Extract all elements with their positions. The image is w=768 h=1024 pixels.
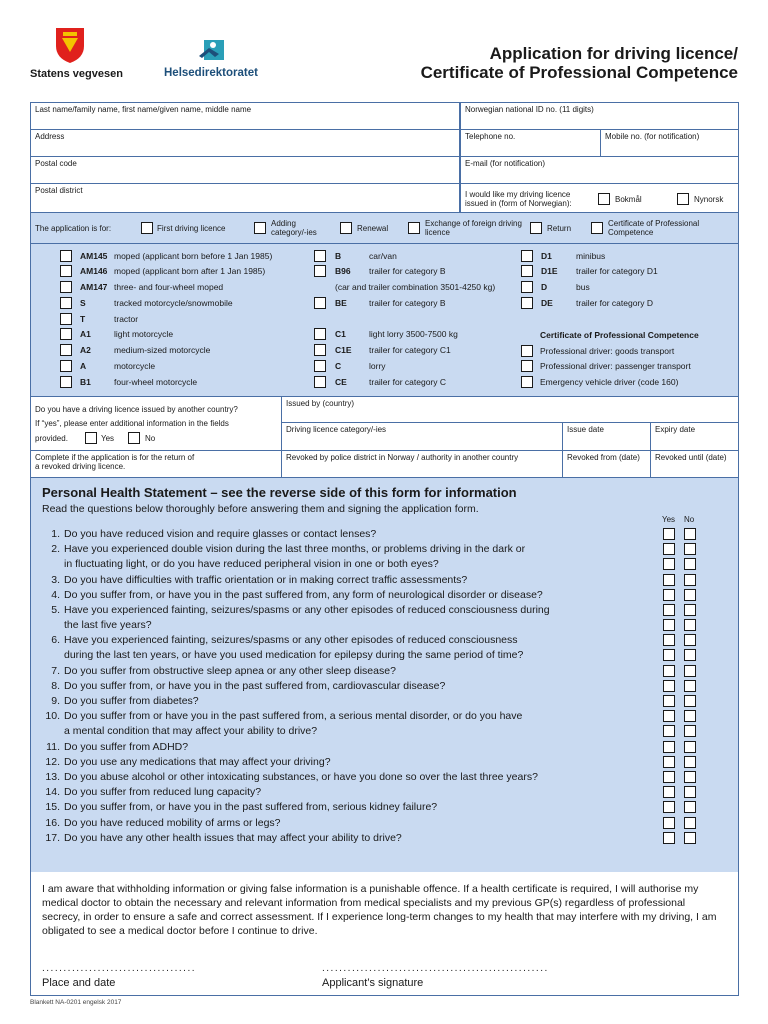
category-desc: bus — [576, 282, 590, 292]
question-number: 5. — [51, 604, 60, 616]
issue-date-label: Issue date — [567, 425, 604, 434]
exchange-label: Exchange of foreign driving licence — [425, 219, 522, 237]
health-question — [46, 740, 644, 755]
question-text: Have you experienced fainting, seizures/spasms or any other episodes of reduced consciousness during — [64, 604, 550, 616]
bokmal-label: Bokmål — [615, 195, 642, 204]
title-line-2: Certificate of Professional Competence — [420, 63, 738, 82]
health-question — [51, 694, 644, 709]
health-question — [45, 800, 644, 815]
question-no-checkbox[interactable] — [684, 786, 696, 798]
question-no-checkbox[interactable] — [684, 817, 696, 829]
category-code: S — [80, 298, 86, 308]
nynorsk-checkbox[interactable] — [677, 193, 689, 205]
question-number: 2. — [51, 543, 60, 555]
first-licence-checkbox[interactable] — [141, 222, 153, 234]
question-number: 3. — [51, 574, 60, 586]
question-number: 17. — [45, 832, 60, 844]
foreign-provided: provided. — [35, 434, 68, 443]
question-yes-checkbox[interactable] — [663, 528, 675, 540]
question-yes-checkbox[interactable] — [663, 543, 675, 555]
category-c1e-checkbox[interactable] — [314, 344, 326, 356]
question-yes-checkbox[interactable] — [663, 665, 675, 677]
no-column-header: No — [684, 515, 695, 524]
revoked-from-field[interactable] — [562, 450, 651, 478]
form-footer: Blankett NA-0201 engelsk 2017 — [30, 999, 122, 1006]
health-question — [51, 664, 644, 679]
cpc-title: Certificate of Professional Competence — [540, 330, 699, 340]
foreign-no-checkbox[interactable] — [128, 432, 140, 444]
question-text: Do you suffer from, or have you in the past suffered from, cardiovascular disease? — [64, 680, 446, 692]
category-code: AM146 — [80, 266, 108, 276]
cpc-option-checkbox[interactable] — [521, 376, 533, 388]
category-c-checkbox[interactable] — [314, 360, 326, 372]
question-yes-checkbox[interactable] — [663, 725, 675, 737]
health-title: Personal Health Statement – see the reverse side of this form for information — [42, 485, 517, 500]
foreign-question: Do you have a driving licence issued by another country? — [35, 405, 238, 414]
question-yes-checkbox[interactable] — [663, 710, 675, 722]
question-text: Do you have difficulties with traffic orientation or in making correct traffic assessments? — [64, 574, 468, 586]
category-desc: medium-sized motorcycle — [114, 345, 211, 355]
issue-date-field[interactable] — [562, 422, 651, 451]
question-yes-checkbox[interactable] — [663, 695, 675, 707]
health-question — [45, 755, 644, 770]
question-yes-checkbox[interactable] — [663, 771, 675, 783]
category-code: B — [335, 251, 342, 261]
question-no-checkbox[interactable] — [684, 528, 696, 540]
yes-column-header: Yes — [662, 515, 676, 524]
category-c1-checkbox[interactable] — [314, 328, 326, 340]
category-t-checkbox[interactable] — [60, 313, 72, 325]
issued-by-label: Issued by (country) — [286, 399, 355, 408]
question-no-checkbox[interactable] — [684, 801, 696, 813]
question-text: Have you experienced fainting, seizures/spasms or any other episodes of reduced consciousness — [64, 634, 518, 646]
health-question — [45, 816, 644, 831]
title-line-1: Application for driving licence/ — [489, 44, 738, 63]
revoked-note-box — [30, 450, 282, 478]
licence-category-label: Driving licence category/-ies — [286, 425, 387, 434]
category-de-checkbox[interactable] — [521, 297, 533, 309]
question-no-checkbox[interactable] — [684, 695, 696, 707]
category-desc: moped (applicant born before 1 Jan 1985) — [114, 251, 273, 261]
foreign-note: If “yes”, please enter additional information in the fields — [35, 419, 229, 428]
category-desc: trailer for category D — [576, 298, 653, 308]
cpc-option-label: Emergency vehicle driver (code 160) — [540, 377, 679, 387]
question-text-cont: a mental condition that may affect your ability to drive? — [64, 725, 318, 737]
question-number: 9. — [51, 695, 60, 707]
expiry-date-field[interactable] — [650, 422, 739, 451]
question-no-checkbox[interactable] — [684, 832, 696, 844]
question-no-checkbox[interactable] — [684, 710, 696, 722]
category-code: BE — [335, 298, 347, 308]
category-code: C1 — [335, 329, 346, 339]
health-question — [45, 709, 644, 739]
category-code: A2 — [80, 345, 91, 355]
licence-form-label: I would like my driving licence issued in (form of Norwegian): — [465, 190, 572, 208]
application-type-row — [30, 212, 739, 244]
cpc-option-checkbox[interactable] — [521, 360, 533, 372]
question-number: 10. — [45, 710, 60, 722]
question-no-checkbox[interactable] — [684, 619, 696, 631]
revoked-until-label: Revoked until (date) — [655, 453, 727, 462]
category-code: T — [80, 314, 86, 324]
telephone-label: Telephone no. — [465, 132, 516, 141]
org-name-vegvesen: Statens vegvesen — [30, 68, 123, 80]
health-question — [51, 527, 644, 542]
category-code: A1 — [80, 329, 91, 339]
question-text: Do you suffer from diabetes? — [64, 695, 199, 707]
category-b1-checkbox[interactable] — [60, 376, 72, 388]
cpc-option-label: Professional driver: goods transport — [540, 346, 675, 356]
category-s-checkbox[interactable] — [60, 297, 72, 309]
revoked-by-field[interactable] — [281, 450, 563, 478]
health-question — [51, 542, 644, 572]
statens-vegvesen-logo — [50, 26, 90, 64]
question-text: Do you suffer from obstructive sleep apnea or any other sleep disease? — [64, 665, 396, 677]
category-d-checkbox[interactable] — [521, 281, 533, 293]
postal-code-field[interactable] — [30, 156, 460, 184]
question-no-checkbox[interactable] — [684, 725, 696, 737]
place-date-line[interactable]: .................................... — [42, 963, 197, 974]
renewal-label: Renewal — [357, 224, 389, 233]
question-number: 16. — [45, 817, 60, 829]
category-desc: trailer for category B — [369, 298, 446, 308]
category-desc: car/van — [369, 251, 397, 261]
question-number: 12. — [45, 756, 60, 768]
question-number: 4. — [51, 589, 60, 601]
postal-district-label: Postal district — [35, 186, 83, 195]
question-text: Do you use any medications that may affect your driving? — [64, 756, 331, 768]
category-code: D1 — [541, 251, 552, 261]
question-yes-checkbox[interactable] — [663, 756, 675, 768]
question-text: Do you have reduced mobility of arms or legs? — [64, 817, 281, 829]
question-no-checkbox[interactable] — [684, 680, 696, 692]
category-code: D — [541, 282, 548, 292]
question-yes-checkbox[interactable] — [663, 741, 675, 753]
question-yes-checkbox[interactable] — [663, 649, 675, 661]
category-desc: tractor — [114, 314, 139, 324]
category-d1e-checkbox[interactable] — [521, 265, 533, 277]
foreign-no-label: No — [145, 434, 156, 443]
nynorsk-label: Nynorsk — [694, 195, 724, 204]
foreign-question-box — [30, 396, 282, 451]
category-code: AM145 — [80, 251, 108, 261]
postal-district-field[interactable] — [30, 183, 460, 213]
category-be-checkbox[interactable] — [314, 297, 326, 309]
health-question — [51, 588, 644, 603]
signature-label: Applicant’s signature — [322, 977, 424, 989]
question-number: 11. — [46, 741, 60, 753]
category-desc: four-wheel motorcycle — [114, 377, 198, 387]
email-field[interactable] — [460, 156, 739, 184]
question-yes-checkbox[interactable] — [663, 574, 675, 586]
helsedirektoratet-logo — [196, 38, 226, 62]
question-text: Do you have reduced vision and require glasses or contact lenses? — [64, 528, 377, 540]
question-no-checkbox[interactable] — [684, 604, 696, 616]
foreign-yes-label: Yes — [101, 434, 115, 443]
question-text: Do you suffer from ADHD? — [64, 741, 189, 753]
mobile-label: Mobile no. (for notification) — [605, 132, 700, 141]
question-text: Do you suffer from or have you in the past suffered from, a serious mental disorder, or do you have — [64, 710, 523, 722]
health-question — [45, 831, 644, 846]
revoked-note: Complete if the application is for the return of a revoked driving licence. — [35, 453, 195, 471]
category-d1-checkbox[interactable] — [521, 250, 533, 262]
first-licence-label: First driving licence — [157, 224, 226, 233]
category-code: C — [335, 361, 342, 371]
question-yes-checkbox[interactable] — [663, 786, 675, 798]
question-no-checkbox[interactable] — [684, 771, 696, 783]
telephone-field[interactable] — [460, 129, 601, 157]
question-no-checkbox[interactable] — [684, 741, 696, 753]
name-label: Last name/family name, first name/given name, middle name — [35, 105, 252, 114]
question-text-cont: during the last ten years, or have you used medication for epilepsy during the same period of time? — [64, 649, 524, 661]
category-desc: tracked motorcycle/snowmobile — [114, 298, 233, 308]
question-yes-checkbox[interactable] — [663, 832, 675, 844]
application-label: The application is for: — [35, 224, 112, 233]
question-yes-checkbox[interactable] — [663, 680, 675, 692]
question-text: Do you abuse alcohol or other intoxicating substances, or have you done so over the last three years? — [64, 771, 538, 783]
question-yes-checkbox[interactable] — [663, 817, 675, 829]
question-no-checkbox[interactable] — [684, 634, 696, 646]
declaration-text: I am aware that withholding information or giving false information is a punishable offence. If a health certificate is required, I will authorise my medical doctor to obtain the necessary and relevant information from medical specialists and my previous GP(s) regardless of professional secrecy, in order to ensure a safe and correct assessment. If I experience long-term changes to my health that may interfere with my driving, I am obligated to see a medical doctor before I continue to drive. — [42, 883, 717, 937]
category-code: B1 — [80, 377, 91, 387]
question-no-checkbox[interactable] — [684, 756, 696, 768]
category-desc: moped (applicant born after 1 Jan 1985) — [114, 266, 266, 276]
category-code: B96 — [335, 266, 351, 276]
question-number: 7. — [51, 665, 60, 677]
category-desc: light lorry 3500-7500 kg — [369, 329, 458, 339]
category-b-checkbox[interactable] — [314, 250, 326, 262]
category-desc: three- and four-wheel moped — [114, 282, 224, 292]
question-text-cont: the last five years? — [64, 619, 152, 631]
address-label: Address — [35, 132, 65, 141]
address-field[interactable] — [30, 129, 460, 157]
org-name-helsedir: Helsedirektoratet — [164, 67, 258, 79]
category-desc: trailer for category D1 — [576, 266, 658, 276]
category-desc: (car and trailer combination 3501-4250 kg) — [335, 282, 496, 292]
question-yes-checkbox[interactable] — [663, 589, 675, 601]
cpc-option-checkbox[interactable] — [521, 345, 533, 357]
health-question — [51, 603, 644, 633]
exchange-checkbox[interactable] — [408, 222, 420, 234]
national-id-field[interactable] — [460, 102, 739, 130]
licence-form-field — [460, 183, 739, 213]
revoked-until-field[interactable] — [650, 450, 739, 478]
shield-logo-icon — [50, 26, 90, 64]
category-b96-checkbox[interactable] — [314, 265, 326, 277]
category-code: DE — [541, 298, 553, 308]
renewal-checkbox[interactable] — [340, 222, 352, 234]
name-field[interactable] — [30, 102, 460, 130]
question-text: Do you suffer from reduced lung capacity? — [64, 786, 262, 798]
question-number: 6. — [51, 634, 60, 646]
question-no-checkbox[interactable] — [684, 574, 696, 586]
category-am145-checkbox[interactable] — [60, 250, 72, 262]
question-number: 15. — [45, 801, 60, 813]
question-number: 14. — [45, 786, 60, 798]
question-number: 8. — [51, 680, 60, 692]
cpc-application-checkbox[interactable] — [591, 222, 603, 234]
health-question — [51, 633, 644, 663]
question-text: Do you suffer from, or have you in the past suffered from, any form of neurological disorder or disease? — [64, 589, 543, 601]
adding-category-label: Adding category/-ies — [271, 219, 317, 237]
revoked-from-label: Revoked from (date) — [567, 453, 640, 462]
category-code: D1E — [541, 266, 558, 276]
category-ce-checkbox[interactable] — [314, 376, 326, 388]
person-logo-icon — [196, 38, 226, 62]
question-number: 1. — [51, 528, 60, 540]
question-no-checkbox[interactable] — [684, 589, 696, 601]
question-no-checkbox[interactable] — [684, 649, 696, 661]
health-question — [51, 679, 644, 694]
expiry-date-label: Expiry date — [655, 425, 696, 434]
question-no-checkbox[interactable] — [684, 665, 696, 677]
category-desc: lorry — [369, 361, 386, 371]
mobile-field[interactable] — [600, 129, 739, 157]
category-code: C1E — [335, 345, 352, 355]
question-text-cont: in fluctuating light, or do you have reduced peripheral vision in one or both eyes? — [64, 558, 439, 570]
place-date-label: Place and date — [42, 977, 116, 989]
revoked-by-label: Revoked by police district in Norway / authority in another country — [286, 453, 519, 462]
category-a1-checkbox[interactable] — [60, 328, 72, 340]
national-id-label: Norwegian national ID no. (11 digits) — [465, 105, 594, 114]
question-yes-checkbox[interactable] — [663, 634, 675, 646]
health-intro: Read the questions below thoroughly before answering them and signing the application form. — [42, 503, 479, 515]
question-yes-checkbox[interactable] — [663, 619, 675, 631]
category-desc: trailer for category C — [369, 377, 446, 387]
question-no-checkbox[interactable] — [684, 543, 696, 555]
question-text: Have you experienced double vision during the last three months, or problems driving in the dark or — [64, 543, 526, 555]
issued-by-field[interactable] — [281, 396, 739, 423]
foreign-yes-checkbox[interactable] — [85, 432, 97, 444]
category-a2-checkbox[interactable] — [60, 344, 72, 356]
health-question — [45, 785, 644, 800]
bokmal-checkbox[interactable] — [598, 193, 610, 205]
question-text: Do you suffer from, or have you in the past suffered from, serious kidney failure? — [64, 801, 438, 813]
category-code: CE — [335, 377, 347, 387]
licence-category-field[interactable] — [281, 422, 563, 451]
return-label: Return — [547, 224, 572, 233]
category-desc: motorcycle — [114, 361, 156, 371]
cpc-option-label: Professional driver: passenger transport — [540, 361, 691, 371]
health-question — [45, 770, 644, 785]
postal-code-label: Postal code — [35, 159, 77, 168]
adding-category-checkbox[interactable] — [254, 222, 266, 234]
question-yes-checkbox[interactable] — [663, 801, 675, 813]
return-checkbox[interactable] — [530, 222, 542, 234]
question-yes-checkbox[interactable] — [663, 604, 675, 616]
category-desc: trailer for category B — [369, 266, 446, 276]
category-am146-checkbox[interactable] — [60, 265, 72, 277]
form-title — [308, 44, 738, 82]
signature-line[interactable]: ..................................................... — [322, 963, 549, 974]
question-no-checkbox[interactable] — [684, 558, 696, 570]
question-text: Do you have any other health issues that may affect your ability to drive? — [64, 832, 402, 844]
category-desc: trailer for category C1 — [369, 345, 451, 355]
category-desc: light motorcycle — [114, 329, 174, 339]
health-question — [51, 573, 644, 588]
email-label: E-mail (for notification) — [465, 159, 546, 168]
question-number: 13. — [45, 771, 60, 783]
cpc-application-label: Certificate of Professional Competence — [608, 219, 700, 237]
question-yes-checkbox[interactable] — [663, 558, 675, 570]
category-code: A — [80, 361, 87, 371]
category-am147-checkbox[interactable] — [60, 281, 72, 293]
category-desc: minibus — [576, 251, 606, 261]
category-a-checkbox[interactable] — [60, 360, 72, 372]
category-code: AM147 — [80, 282, 108, 292]
